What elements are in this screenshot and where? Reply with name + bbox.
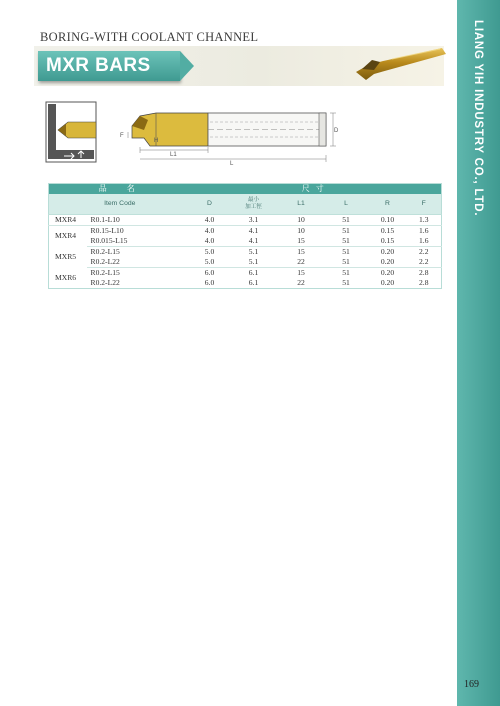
- cell-L: 51: [342, 268, 350, 277]
- col-D: D: [191, 194, 229, 215]
- cell-code: R0.2-L22: [87, 257, 191, 268]
- title-banner: [38, 51, 180, 81]
- cell-L1: 15: [297, 247, 305, 256]
- product-image: [352, 42, 448, 90]
- cell-model: MXR4: [49, 215, 87, 226]
- table-row: [49, 215, 442, 226]
- cell-min-bore: 4.1: [248, 226, 259, 235]
- dim-label-F: F: [120, 133, 124, 139]
- table-row: [49, 236, 442, 247]
- cell-L1: 15: [297, 268, 305, 277]
- cell-L1: 22: [279, 257, 324, 268]
- cell-code: R0.2-L15: [90, 268, 120, 277]
- cell-L: 51: [342, 247, 350, 256]
- cell-F: 2.2: [419, 247, 429, 256]
- cell-R: 0.15: [369, 236, 407, 247]
- cell-D: 5.0: [191, 257, 229, 268]
- table-row: [49, 247, 442, 258]
- cell-R: 0.20: [380, 268, 395, 277]
- cell-L: 51: [324, 236, 369, 247]
- page-number: 169: [464, 679, 479, 690]
- cell-R: 0.20: [380, 278, 395, 287]
- cell-model: MXR6: [55, 272, 77, 282]
- cell-L: 51: [342, 226, 350, 235]
- cell-model: MXR4: [55, 231, 77, 241]
- cell-R: 0.20: [369, 257, 407, 268]
- tool-diagram: [44, 98, 344, 166]
- col-L: L: [324, 194, 369, 215]
- col-L1: L1: [279, 194, 324, 215]
- cell-D: 6.0: [204, 278, 215, 287]
- cell-min-bore: 3.1: [229, 215, 279, 226]
- cell-R: 0.20: [380, 247, 395, 256]
- cell-min-bore: 6.1: [248, 278, 259, 287]
- table-row: [49, 226, 442, 237]
- cell-L: 51: [324, 215, 369, 226]
- company-name: LIANG YIH INDUSTRY CO., LTD.: [472, 20, 484, 217]
- cell-min-bore: 6.1: [248, 268, 259, 277]
- cell-min-bore: 5.1: [248, 247, 259, 256]
- cell-L1: 15: [279, 236, 324, 247]
- cell-F: 2.8: [419, 278, 429, 287]
- cell-model: MXR5: [55, 252, 77, 261]
- table-row: [49, 268, 442, 279]
- cell-code: R0.2-L22: [90, 278, 120, 287]
- table-row: [49, 257, 442, 268]
- sidebar-band: [457, 0, 500, 706]
- group-header-dims: 尺寸: [191, 184, 442, 195]
- cell-F: 2.2: [407, 257, 442, 268]
- cell-L: 51: [342, 278, 350, 287]
- cell-R: 0.15: [380, 226, 395, 235]
- cell-F: 1.3: [407, 215, 442, 226]
- cell-L1: 22: [297, 278, 305, 287]
- cell-min-bore: 5.1: [229, 257, 279, 268]
- cell-code: R0.2-L15: [90, 247, 120, 256]
- col-min-bore: 最小 加工徑: [229, 194, 279, 215]
- cell-code: R0.15-L10: [90, 226, 124, 235]
- cell-R: 0.10: [369, 215, 407, 226]
- cell-code: R0.1-L10: [87, 215, 191, 226]
- cell-L1: 10: [297, 226, 305, 235]
- col-R: R: [369, 194, 407, 215]
- table-row: [49, 278, 442, 289]
- cell-code: R0.015-L15: [87, 236, 191, 247]
- section-subtitle: BORING-WITH COOLANT CHANNEL: [40, 30, 259, 44]
- spec-table: [48, 183, 442, 289]
- col-item-code: Item Code: [49, 194, 191, 215]
- cell-D: 6.0: [204, 268, 215, 277]
- page-title: MXR BARS: [46, 55, 151, 76]
- dim-label-H: H: [154, 138, 159, 144]
- cell-min-bore: 4.1: [229, 236, 279, 247]
- cell-D: 4.0: [191, 236, 229, 247]
- cell-D: 4.0: [191, 215, 229, 226]
- cell-D: 5.0: [204, 247, 215, 256]
- dim-label-D: D: [334, 128, 339, 134]
- cell-F: 2.8: [419, 268, 429, 277]
- cell-F: 1.6: [419, 226, 429, 235]
- cell-L1: 10: [279, 215, 324, 226]
- dim-label-L: L: [230, 161, 234, 166]
- cell-L: 51: [324, 257, 369, 268]
- cell-D: 4.0: [204, 226, 215, 235]
- col-F: F: [407, 194, 442, 215]
- cell-F: 1.6: [407, 236, 442, 247]
- dim-label-L1: L1: [170, 152, 177, 158]
- group-header-name: 品 名: [49, 184, 191, 195]
